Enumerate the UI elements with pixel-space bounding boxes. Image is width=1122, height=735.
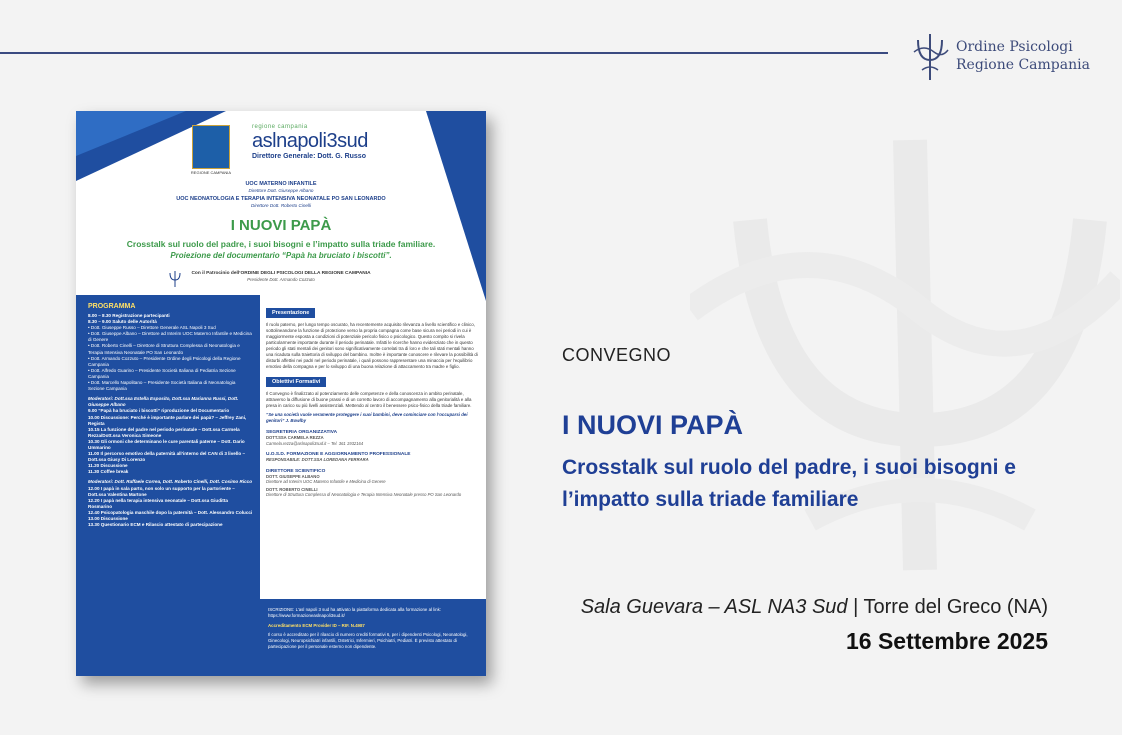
program-item: • Dott. Armando Cozzuto – Presidente Ordine degli Psicologi della Regione Campania <box>88 355 241 367</box>
brand-line-1: Ordine Psicologi <box>956 39 1073 55</box>
poster-patronage-pres: Presidente Dott. Armando Cozzuto <box>247 277 315 282</box>
program-item: • Dott. Marcello Napolitano – Presidente Società Italiana di Neonatologia Sezione Campania <box>88 380 236 392</box>
region-emblem-label: REGIONE CAMPANIA <box>190 170 232 175</box>
objectives-text: Il Convegno è finalizzato al potenziamento delle competenze e della conoscenza in ambito perinatale, attraverso la diffusione di buone prassi e di un corretto lavoro di accompagnamento alla genitorialità e alla presa in carico su più livelli assistenziali. Mettendo al centro il benessere psico-fisico della triade familiare. <box>266 391 472 408</box>
sci2-name: DOTT. ROBERTO CINELLI <box>266 486 318 492</box>
asl-logo-text: aslnapoli3sud <box>252 130 368 152</box>
program-item: 8.30 – 9.00 Saluto delle Autorità <box>88 319 157 325</box>
program-item: 12.20 I papà nella terapia intensiva neonatale – Dott.ssa Giuditta Rosmarino <box>88 497 228 509</box>
program-item: • Dott. Roberto Cinelli – Direttore di Struttura Complessa di Neonatologia e Terapia Intensiva Neonatale PO San Leonardo <box>88 343 240 355</box>
venue-name: Sala Guevara – ASL NA3 Sud <box>580 596 848 618</box>
program-item: 12.00 I papà in sala parto, non solo un supporto per la partoriente – Dott.ssa Valentina Martone <box>88 485 235 497</box>
venue-city: Torre del Greco (NA) <box>863 596 1048 618</box>
org-title: SEGRETERIA ORGANIZZATIVA <box>266 430 338 435</box>
uosd-title: U.O.S.D. FORMAZIONE E AGGIORNAMENTO PROFESSIONALE <box>266 452 411 457</box>
event-date: 16 Settembre 2025 <box>845 628 1048 654</box>
program-item: • Dott. Giuseppe Russo – Direttore Generale ASL Napoli 3 Sud <box>88 325 216 331</box>
program-item: • Dott. Alfredo Guarino – Presidente Società Italiana di Pediatria Sezione Campania <box>88 367 236 379</box>
event-poster[interactable] <box>76 111 486 676</box>
program-item: 13.00 Discussione <box>88 516 128 521</box>
program-item: 11.00 Il percorso emotivo della paternità all’interno del CAN di 3 livello – Dott.ssa Giusy Di Lorenzo <box>88 451 246 463</box>
credits-text: Il corso è accreditato per il rilascio di numero crediti formativi 6, per i dipendenti Psicologi, Neonatologi, Ginecologi, Neuropsichiatri infantili, Ostetrici, Infermieri, Psichiatri, Pediatri. È previsto attestato di partecipazione per il personale esterno non dipendente. <box>268 632 468 649</box>
program-item: 10.00 Discussione: Perché è importante parlare dei papà? – Jeffrey Zani, Regista <box>88 414 247 426</box>
sci1-name: DOTT. GIUSEPPE ALBANO <box>266 473 320 479</box>
event-subtitle: Crosstalk sul ruolo del padre, i suoi bisogni e l’impatto sulla triade familiare <box>562 456 1016 511</box>
presentation-heading: Presentazione <box>266 308 315 318</box>
event-kicker: CONVEGNO <box>562 345 672 365</box>
poster-right-column <box>266 301 480 498</box>
program-item: 10.30 Gli ormoni che determinano le cure parentali paterne – Dott. Dario Ummarino <box>88 438 245 450</box>
sci1-role: Direttore ad Interim UOC Materno Infantile e Medicina di Genere <box>266 479 386 484</box>
asl-director: Direttore Generale: Dott. G. Russo <box>252 153 366 160</box>
program-item: 12.40 Psicopatologia maschile dopo la paternità – Dott. Alessandro Colucci <box>88 509 253 515</box>
registration-text: ISCRIZIONE: L’asl napoli 3 sud ha attivato la piattaforma dedicata alla formazione al link: https://www.formazioneaslnapoli3sud.it/ <box>268 607 442 618</box>
program-item: 10.15 La funzione del padre nel periodo perinatale – Dott.ssa Carmela Rezza/Dott.ssa Veronica Simeone <box>88 426 240 438</box>
brand-header[interactable] <box>908 30 1090 82</box>
program-item: 13.30 Questionario ECM e Rilascio attestato di partecipazione <box>88 522 223 528</box>
poster-title: I NUOVI PAPÀ <box>230 217 332 234</box>
program-list <box>88 313 253 528</box>
brand-name <box>956 38 1090 74</box>
uosd-resp: RESPONSABILE: DOTT.SSA LOREDANA FERRARA <box>266 457 369 462</box>
header-divider-line <box>0 52 888 54</box>
brand-line-2: Regione Campania <box>956 57 1090 73</box>
poster-uoc1: UOC MATERNO INFANTILE <box>245 181 317 187</box>
venue-separator: | <box>847 596 864 618</box>
poster-uoc2-dir: Direttore Dott. Roberto Cinelli <box>251 203 311 208</box>
org-contact: Carmela.rezza@aslnapoli3sud.it – Tel. 361 1932164 <box>266 440 364 446</box>
poster-projection: Proiezione del documentario “Papà ha bruciato i biscotti”. <box>170 251 392 260</box>
program-item: 11.20 Discussione <box>88 463 128 469</box>
program-item: 9.00 “Papà ha bruciato i biscotti” riproduzione del Documentario <box>88 408 230 414</box>
program-item: 8.00 – 8.30 Registrazione partecipanti <box>88 313 170 318</box>
event-title: I NUOVI PAPÀ <box>562 410 744 440</box>
poster-registration-panel <box>260 599 486 676</box>
poster-patronage: Con il Patrocinio dell’ORDINE DEGLI PSICOLOGI DELLA REGIONE CAMPANIA <box>191 271 371 276</box>
poster-uoc2: UOC NEONATOLOGIA E TERAPIA INTENSIVA NEONATALE PO SAN LEONARDO <box>176 196 386 202</box>
objectives-quote: “Se una società vuole veramente proteggere i suoi bambini, deve cominciare con l’occuparsi dei genitori” J. Bowlby <box>266 412 468 423</box>
region-emblem-icon <box>192 125 230 169</box>
org-name: DOTT.SSA CARMELA REZZA <box>266 435 324 440</box>
program-item: Moderatori: Dott. Raffaele Correa, Dott. Roberto Cinelli, Dott. Cosimo Ricco <box>88 479 253 485</box>
objectives-heading: Obiettivi Formativi <box>266 377 326 387</box>
program-item: Moderatori: Dott.ssa Estella Esposito, Dott.ssa Marianna Russi, Dott. Giuseppe Albano <box>88 396 239 408</box>
psi-logo-icon <box>908 30 952 82</box>
asl-region-label: regione campania <box>252 124 308 130</box>
poster-program-panel <box>76 295 260 676</box>
poster-uoc1-dir: Direttore Dott. Giuseppe Albano <box>248 188 314 193</box>
presentation-text: Il ruolo paterno, per lungo tempo oscurato, ha recentemente acquisito rilevanza a livello scientifico e clinico, sottolineandone la funzione di protezione verso la propria compagna come base sicura nei periodi in cui è maggiormente esposta a condizioni di potenziale pericolo fisico o psicologico. Questo compito si rivela particolarmente importante durante il periodo perinatale. Infatti le ricerche hanno evidenziato che in questo periodo gli stati mentali dei genitori sono significativamente correlati tra di loro e che tali stati mentali hanno una ricaduta sulla traiettoria di sviluppo del bambino. Inoltre è importante conoscere e rilevare la possibilità di disturbi affettivi nei padri nel periodo perinatale, i quali possono rappresentare una minaccia per l’equilibrio emotivo della compagna e per lo sviluppo di una buona relazione di attaccamento tra madre e figlio. <box>266 322 478 369</box>
scientific-director-title: DIRETTORE SCIENTIFICO <box>266 468 326 474</box>
poster-subtitle: Crosstalk sul ruolo del padre, i suoi bisogni e l’impatto sulla triade familiare. <box>126 239 436 249</box>
program-item: • Dott. Giuseppe Albano – Direttore ad Interim UOC Materno Infantile e Medicina di Genere <box>88 331 252 343</box>
ecm-provider: Accreditamento ECM Provider ID – RIF. N.4987 <box>268 622 365 628</box>
sci2-role: Direttore di Struttura Complessa di Neonatologia e Terapia Intensiva Neonatale presso PO San Leonardo <box>266 492 462 497</box>
event-venue <box>581 596 1048 619</box>
program-item: 11.30 Coffee break <box>88 469 129 475</box>
program-title: PROGRAMMA <box>88 303 136 310</box>
